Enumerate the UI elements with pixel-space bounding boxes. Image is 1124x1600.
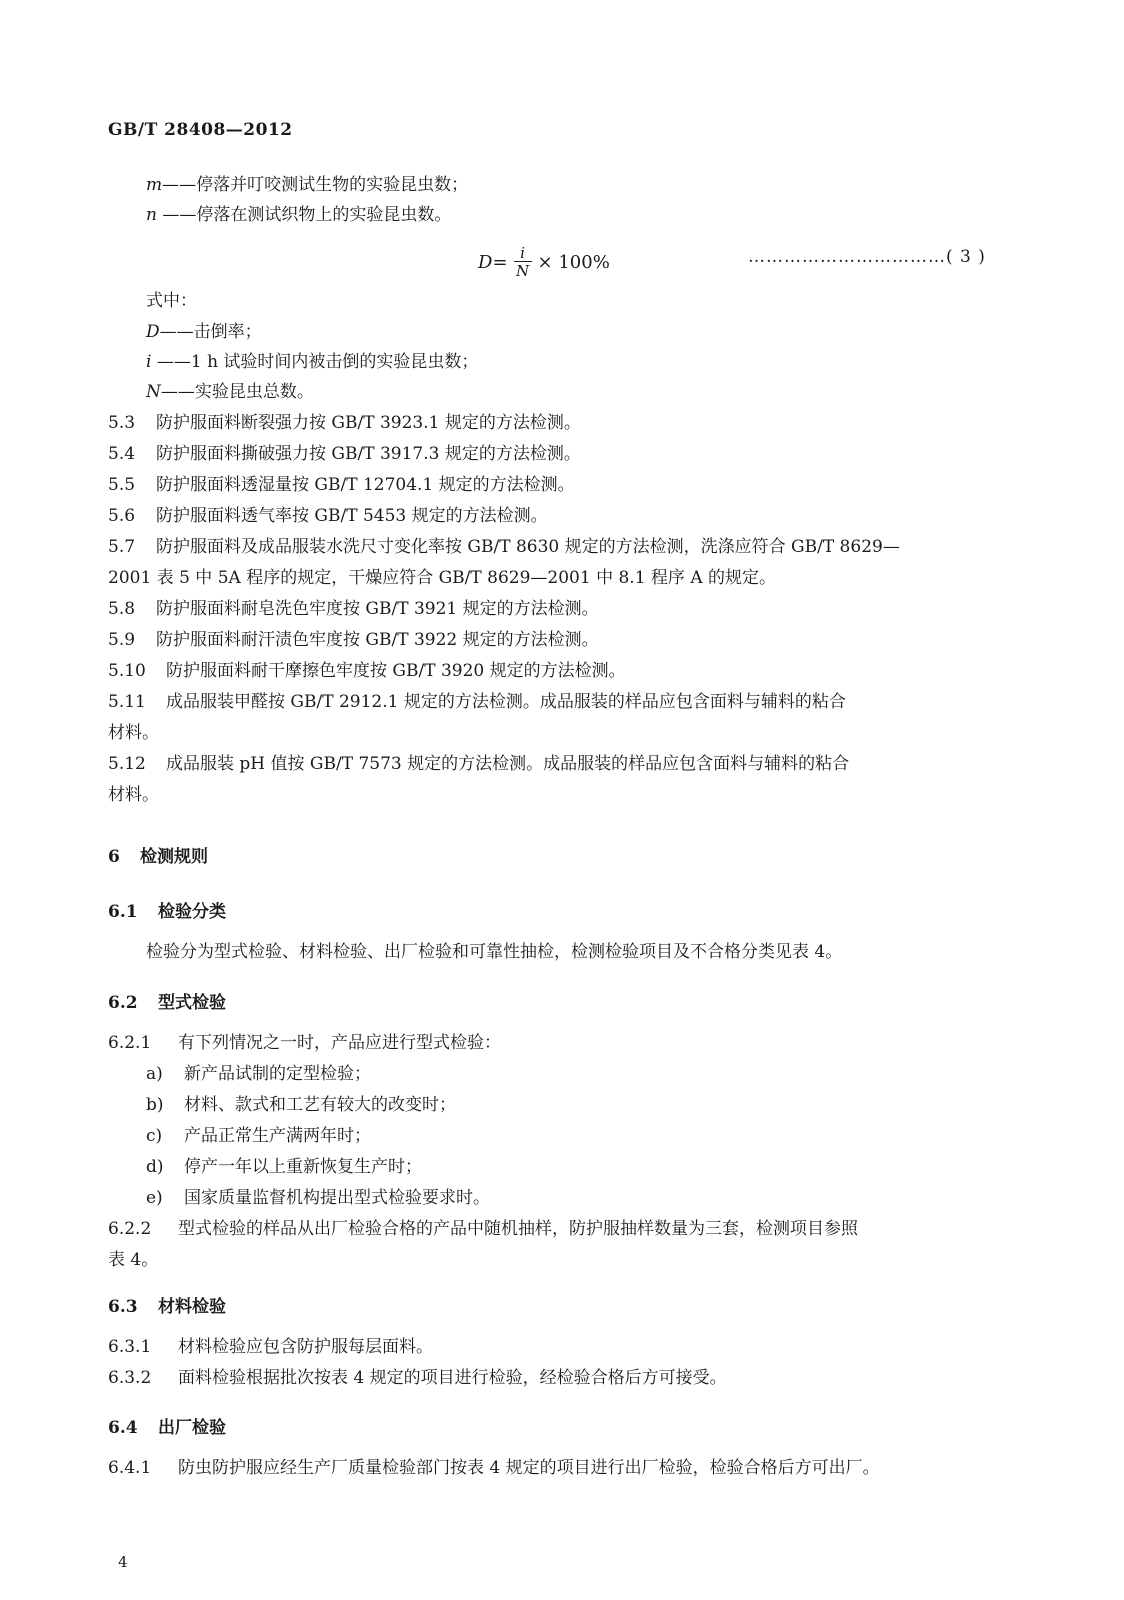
clause-5-10	[108, 656, 988, 687]
section-number: 6.2	[108, 993, 138, 1013]
clause-text: 防护服面料耐皂洗色牢度按 GB/T 3921 规定的方法检测。	[156, 599, 599, 619]
list-text: 国家质量监督机构提出型式检验要求时。	[184, 1188, 490, 1208]
clause-number: 5.12	[108, 754, 146, 774]
definition-text: 击倒率；	[193, 322, 262, 342]
formula-rhs: × 100%	[537, 251, 610, 273]
formula-equals: =	[492, 251, 508, 273]
section-number: 6.3	[108, 1297, 138, 1317]
formula-3	[478, 240, 610, 284]
clause-number: 5.4	[108, 444, 136, 464]
section-title: 材料检验	[158, 1297, 226, 1317]
definition-text: 1 h 试验时间内被击倒的实验昆虫数；	[190, 352, 479, 372]
clause-number: 5.7	[108, 537, 136, 557]
clause-6-2-1	[108, 1028, 501, 1059]
clause-5-11	[108, 687, 988, 718]
clause-text: 防护服面料及成品服装水洗尺寸变化率按 GB/T 8630 规定的方法检测，洗涤应符合 GB/T 8629—	[156, 537, 900, 557]
definition-dash: ——	[162, 175, 197, 195]
list-text: 产品正常生产满两年时；	[184, 1126, 371, 1146]
definition-dash: ——	[159, 322, 194, 342]
definition-item	[146, 347, 478, 377]
clause-number: 5.10	[108, 661, 146, 681]
definition-dash: ——	[151, 352, 191, 372]
clause-number: 6.2.2	[108, 1219, 152, 1239]
standard-code-header: GB/T 28408—2012	[108, 120, 293, 140]
definition-symbol: D	[146, 322, 160, 342]
clause-text: 成品服装 pH 值按 GB/T 7573 规定的方法检测。成品服装的样品应包含面料与辅料的粘合	[166, 754, 850, 774]
list-item-c	[146, 1121, 371, 1152]
clause-5-7	[108, 532, 988, 563]
list-text: 材料、款式和工艺有较大的改变时；	[184, 1095, 456, 1115]
definitions-bottom	[146, 317, 478, 407]
subsection-6-2-heading	[108, 988, 226, 1013]
clause-5-4	[108, 439, 988, 470]
list-text: 停产一年以上重新恢复生产时；	[184, 1157, 422, 1177]
clause-text: 防虫防护服应经生产厂质量检验部门按表 4 规定的项目进行出厂检验，检验合格后方可出厂。	[178, 1458, 880, 1478]
clause-text: 防护服面料耐干摩擦色牢度按 GB/T 3920 规定的方法检测。	[166, 661, 626, 681]
subsection-6-1-text: 检验分为型式检验、材料检验、出厂检验和可靠性抽检，检测检验项目及不合格分类见表 4。	[146, 942, 843, 962]
section-number: 6	[108, 847, 120, 867]
list-marker: d)	[146, 1157, 164, 1177]
section-title: 出厂检验	[158, 1418, 226, 1438]
list-item-a	[146, 1059, 371, 1090]
definition-dash: ——	[156, 205, 197, 225]
clause-text: 防护服面料耐汗渍色牢度按 GB/T 3922 规定的方法检测。	[156, 630, 599, 650]
clause-number: 5.8	[108, 599, 136, 619]
list-text: 新产品试制的定型检验；	[184, 1064, 371, 1084]
definition-text: 停落并叮咬测试生物的实验昆虫数；	[196, 175, 469, 195]
clause-text: 防护服面料透气率按 GB/T 5453 规定的方法检测。	[156, 506, 548, 526]
definition-item	[146, 377, 478, 407]
clause-number: 6.3.1	[108, 1337, 152, 1357]
subsection-6-4-heading	[108, 1413, 226, 1438]
clause-6-3-1	[108, 1332, 433, 1363]
definition-text: 实验昆虫总数。	[194, 382, 314, 402]
clause-6-2-2	[108, 1214, 988, 1276]
formula-lhs: D	[478, 251, 493, 273]
clause-text: 面料检验根据批次按表 4 规定的项目进行检验，经检验合格后方可接受。	[178, 1368, 727, 1388]
formula-numerator: i	[520, 243, 525, 262]
clause-5-6	[108, 501, 988, 532]
clause-text: 成品服装甲醛按 GB/T 2912.1 规定的方法检测。成品服装的样品应包含面料与辅料的粘合	[166, 692, 846, 712]
clause-number: 6.2.1	[108, 1033, 152, 1053]
clause-number: 6.3.2	[108, 1368, 152, 1388]
definition-text: 停落在测试织物上的实验昆虫数。	[196, 205, 452, 225]
clause-5-9	[108, 625, 988, 656]
section-title: 型式检验	[158, 993, 226, 1013]
clause-5-8	[108, 594, 988, 625]
list-item-b	[146, 1090, 456, 1121]
where-label: 式中：	[146, 291, 197, 311]
clause-text: 型式检验的样品从出厂检验合格的产品中随机抽样，防护服抽样数量为三套，检测项目参照	[178, 1219, 858, 1239]
list-marker: a)	[146, 1064, 163, 1084]
definition-item	[146, 317, 478, 347]
clause-5-12-continuation: 材料。	[108, 785, 159, 805]
definition-symbol: i	[146, 352, 152, 372]
clause-5-5	[108, 470, 988, 501]
clause-text: 防护服面料断裂强力按 GB/T 3923.1 规定的方法检测。	[156, 413, 581, 433]
list-marker: b)	[146, 1095, 164, 1115]
page-number: 4	[118, 1553, 128, 1571]
clause-6-3-2	[108, 1363, 727, 1394]
section-title: 检验分类	[158, 902, 226, 922]
definition-symbol: N	[146, 382, 161, 402]
clause-5-12	[108, 749, 988, 780]
clause-text: 防护服面料撕破强力按 GB/T 3917.3 规定的方法检测。	[156, 444, 581, 464]
definitions-top	[146, 170, 468, 230]
clause-number: 6.4.1	[108, 1458, 152, 1478]
section-6-heading	[108, 842, 208, 867]
clause-6-4-1	[108, 1453, 880, 1484]
section-title: 检测规则	[140, 847, 208, 867]
definition-item	[146, 170, 468, 200]
section-number: 6.4	[108, 1418, 138, 1438]
clause-text: 防护服面料透湿量按 GB/T 12704.1 规定的方法检测。	[156, 475, 575, 495]
list-item-e	[146, 1183, 490, 1214]
clause-number: 5.3	[108, 413, 136, 433]
clauses-section-5	[108, 408, 988, 811]
clause-number: 5.5	[108, 475, 136, 495]
equation-leader: ……………………………	[748, 247, 946, 267]
definition-item	[146, 200, 468, 230]
clause-number: 5.9	[108, 630, 136, 650]
clause-5-7-continuation: 2001 表 5 中 5A 程序的规定，干燥应符合 GB/T 8629—2001 中 8.1 程序 A 的规定。	[108, 568, 776, 588]
clause-number: 5.6	[108, 506, 136, 526]
formula-denominator: N	[515, 261, 530, 280]
clause-text: 有下列情况之一时，产品应进行型式检验：	[178, 1033, 501, 1053]
clause-5-3	[108, 408, 988, 439]
list-marker: e)	[146, 1188, 163, 1208]
clause-number: 5.11	[108, 692, 146, 712]
definition-dash: ——	[160, 382, 195, 402]
subsection-6-3-heading	[108, 1292, 226, 1317]
definition-symbol: m	[146, 175, 163, 195]
equation-number	[748, 247, 986, 267]
clause-6-2-2-continuation: 表 4。	[108, 1250, 159, 1270]
clause-5-11-continuation: 材料。	[108, 723, 159, 743]
clause-text: 材料检验应包含防护服每层面料。	[178, 1337, 433, 1357]
subsection-6-1-heading	[108, 897, 226, 922]
section-number: 6.1	[108, 902, 138, 922]
list-item-d	[146, 1152, 422, 1183]
definition-symbol: n	[146, 205, 157, 225]
equation-label: ( 3 )	[946, 247, 986, 267]
clause-6-2-2-line	[108, 1214, 988, 1245]
list-marker: c)	[146, 1126, 163, 1146]
formula-fraction	[514, 245, 532, 280]
